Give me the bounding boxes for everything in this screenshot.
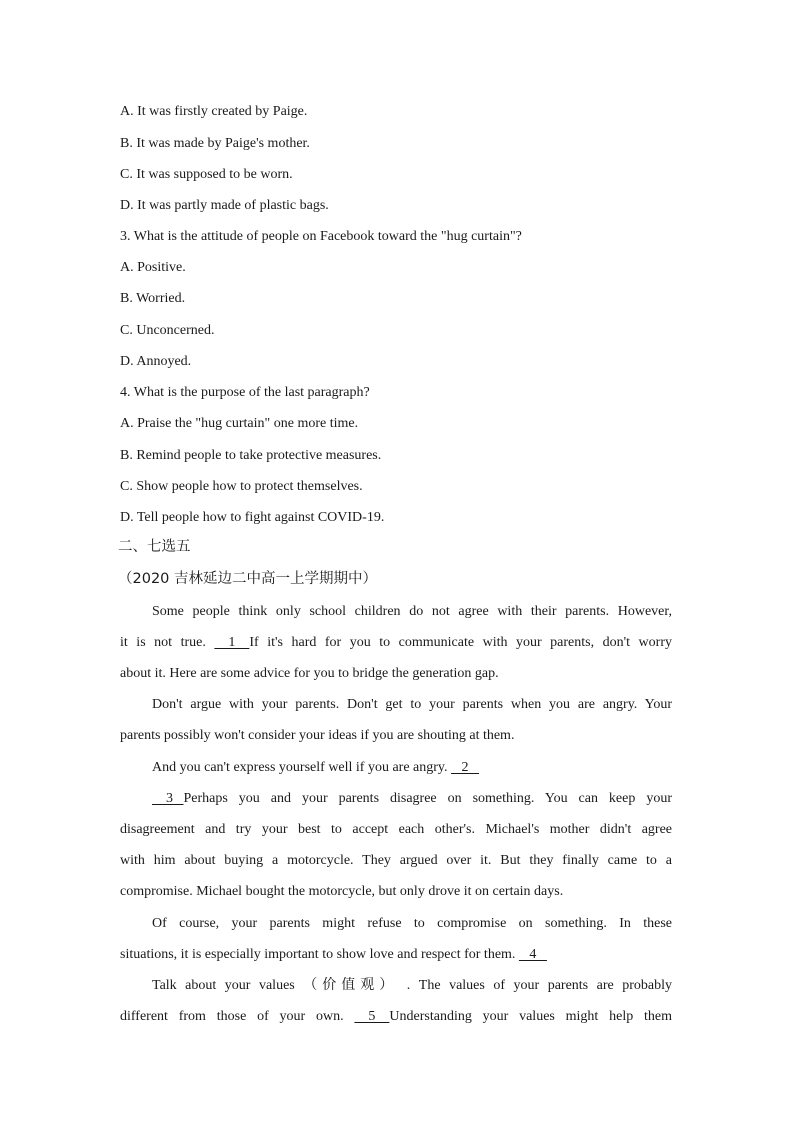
q2-option-b: B. It was made by Paige's mother. (120, 136, 310, 151)
passage-p4-line2: disagreement and try your best to accept each other's. Michael's mother didn't agree (120, 822, 672, 837)
q4-question: 4. What is the purpose of the last paragraph? (120, 385, 370, 400)
q3-option-b: B. Worried. (120, 291, 186, 306)
q3-option-d: D. Annoyed. (120, 354, 192, 369)
passage-p3-line1 (120, 752, 672, 783)
blank-5: 5 (354, 1009, 390, 1024)
q2-option-c: C. It was supposed to be worn. (120, 167, 293, 182)
passage-p2-line2: parents possibly won't consider your ideas if you are shouting at them. (120, 728, 515, 743)
passage-p2-line1: Don't argue with your parents. Don't get to your parents when you are angry. Your (152, 697, 672, 712)
section-title: 二、七选五 (118, 539, 191, 555)
passage-p4-line1-text: Perhaps you and your parents disagree on something. You can keep your (183, 791, 672, 806)
q2-option-a: A. It was firstly created by Paige. (120, 104, 308, 119)
passage-p1-line2-end: If it's hard for you to communicate with your parents, don't worry (249, 635, 672, 650)
blank-3: 3 (152, 791, 184, 806)
passage-p6-line2-start: different from those of your own. (120, 1009, 355, 1024)
passage-p5-line2-text: situations, it is especially important to show love and respect for them. (120, 947, 519, 962)
blank-1: 1 (214, 635, 250, 650)
q4-option-d: D. Tell people how to fight against COVID-19. (120, 510, 385, 525)
q4-option-a: A. Praise the "hug curtain" one more time. (120, 416, 359, 431)
q4-option-c: C. Show people how to protect themselves. (120, 479, 363, 494)
q4-option-b: B. Remind people to take protective measures. (120, 448, 382, 463)
passage-p1-line3: about it. Here are some advice for you to bridge the generation gap. (120, 666, 499, 681)
passage-p6-line2 (120, 1001, 672, 1032)
q3-question: 3. What is the attitude of people on Facebook toward the "hug curtain"? (120, 229, 522, 244)
q2-option-d: D. It was partly made of plastic bags. (120, 198, 329, 213)
passage-p1-line2 (120, 627, 672, 658)
passage-p6-line1: Talk about your values （价值观） . The values of your parents are probably (152, 978, 672, 993)
passage-p4-line3: with him about buying a motorcycle. They argued over it. But they finally came to a (120, 853, 672, 868)
passage-p1-line2-start: it is not true. (120, 635, 215, 650)
passage-p5-line1: Of course, your parents might refuse to compromise on something. In these (152, 916, 672, 931)
section-source: （2020 吉林延边二中高一上学期期中） (118, 571, 378, 587)
passage-p3-text: And you can't express yourself well if you are angry. (152, 760, 452, 775)
passage-p1-line1: Some people think only school children do not agree with their parents. However, (152, 604, 672, 619)
q3-option-c: C. Unconcerned. (120, 323, 215, 338)
q3-option-a: A. Positive. (120, 260, 186, 275)
passage-p6-line2-end: Understanding your values might help them (389, 1009, 672, 1024)
blank-4: 4 (518, 947, 547, 962)
blank-2: 2 (451, 760, 480, 775)
passage-p5-line2 (120, 939, 672, 970)
passage-p4-line1 (120, 783, 672, 814)
passage-p4-line4: compromise. Michael bought the motorcycle, but only drove it on certain days. (120, 884, 564, 899)
